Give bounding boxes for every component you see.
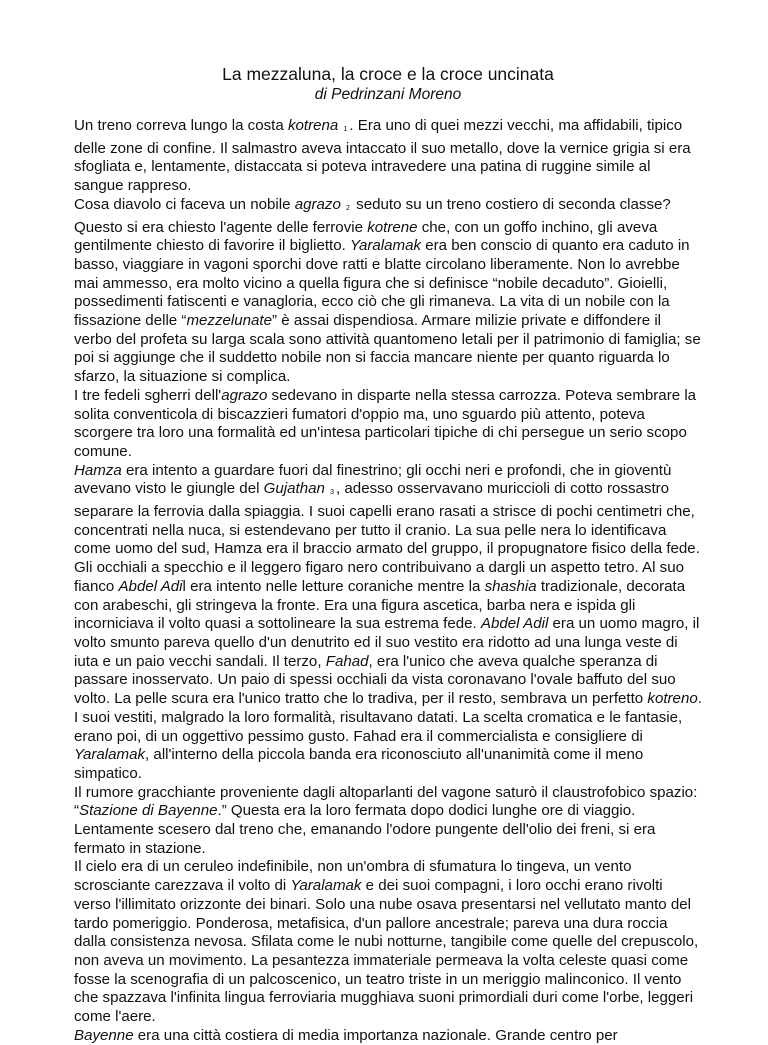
document-page [74, 64, 702, 1045]
text-run: , era l'unico che aveva qualche speranza di passare inosservato. Un paio di spessi occhiali da vista coronavano l'ovale baffuto del suo volto. La pelle scura era l'unico tratto che lo tradiva, per il resto, sembrava un perfetto [74, 652, 676, 708]
text-run: Il cielo era di un ceruleo indefinibile, non un'ombra di sfumatura lo tingeva, un vento scrosciante carezzava il volto di [74, 858, 632, 895]
text-run: e dei suoi compagni, i loro occhi erano rivolti verso l'illimitato orizzonte dei binari. Solo una nube osava presentarsi nel vellutato manto del tardo pomeriggio. Ponderosa, metafisica, d'un pallore ancestrale; pareva una dura roccia dalla consistenza nevosa. Sfilata come le nubi notturne, tangibile come quelle del crepuscolo, non aveva un movimento. La pesantezza immateriale permeava la volta celeste quasi come fosse la scenografia di un palcoscenico, un teatro triste in un meriggio malinconico. Il vento che spazzava l'infinita lingua ferroviaria mugghiava suoni primordiali duri come l'orbe, leggeri come l'aere. [74, 877, 699, 1026]
paragraph [74, 387, 702, 462]
italic-text: Bayenne [74, 1026, 134, 1044]
italic-text: Abdel Adil [480, 615, 549, 633]
paragraph [74, 462, 702, 784]
text-run: sedevano in disparte nella stessa carrozza. Poteva sembrare la solita conventicola di biscazzieri fumatori d'oppio ma, uno sguardo più attento, poteva scorgere tra loro una formalità ed un'intesa particolari tipiche di chi persegue un serio scopo comune. [74, 386, 697, 460]
paragraph [74, 117, 702, 196]
footnote-marker: 3 [330, 489, 335, 497]
paragraph [74, 1027, 702, 1045]
italic-text: kotrena [287, 117, 339, 134]
italic-text: Stazione di Bayenne [79, 802, 218, 820]
text-run: I tre fedeli sgherri dell' [74, 386, 222, 404]
italic-text: mezzelunate [186, 312, 273, 330]
italic-text: Yaralamak [74, 746, 146, 764]
italic-text: Yaralamak [290, 877, 362, 895]
text-run: era intento a guardare fuori dal finestrino; gli occhi neri e profondi, che in gioventù avevano visto le giungle del [74, 461, 672, 498]
italic-text: kotrene [367, 218, 418, 236]
text-run: tradizionale, decorata con arabeschi, gli stringeva la fronte. Era una figura ascetica, barba nera e ispida gli incorniciava il volto quasi a sottolineare la sua estrema fede. [74, 577, 686, 633]
text-run: , adesso osservavano muriccioli di cotto rossastro separare la ferrovia dalla spiaggia. I suoi capelli erano rasati a strisce di pochi centimetri che, concentrati nella nuca, si estendevano per tutto il cranio. La sua pelle nera lo identificava come uomo del sud, Hamza era il braccio armato del gruppo, il propugnatore fisico della fede. Gli occhiali a specchio e il leggero figaro nero contribuivano a dargli un aspetto tetro. Al suo fianco [74, 480, 700, 595]
text-run: , all'interno della piccola banda era riconosciuto all'unanimità come il meno simpatico. [74, 746, 644, 782]
document-title: La mezzaluna, la croce e la croce uncinata [222, 64, 554, 84]
text-run: Un treno correva lungo la costa [74, 117, 288, 134]
text-run: . I suoi vestiti, malgrado la loro formalità, risultavano datati. La scelta cromatica e le fantasie, erano poi, di un oggettivo pessimo gusto. Fahad era il commercialista e consigliere di [74, 690, 702, 745]
italic-text: Gujathan [263, 480, 325, 498]
text-run: .” Questa era la loro fermata dopo dodici lunghe ore di viaggio. Lentamente scesero dal treno che, emanando l'odore pungente dell'olio dei freni, si era fermato in stazione. [74, 802, 656, 857]
italic-text: Yaralamak [350, 237, 422, 255]
text-run: Il rumore gracchiante proveniente dagli altoparlanti del vagone saturò il claustrofobico spazio: “ [74, 783, 698, 820]
text-run: Cosa diavolo ci faceva un nobile [74, 195, 295, 213]
footnote-marker: 1 [343, 126, 348, 133]
footnote-marker: 2 [346, 204, 350, 212]
text-run [338, 117, 342, 134]
italic-text: agrazo [221, 386, 268, 404]
text-run: era ben conscio di quanto era caduto in basso, viaggiare in vagoni sporchi dove ratti e blatte circolano liberamente. Non lo avrebbe mai ammesso, era molto vicino a quella figura che si definisce “nobile decaduto”. Gioielli, possedimenti fatiscenti e vanagloria, ecco ciò che gli rimaneva. La vita di un nobile con la fissazione delle “ [74, 237, 690, 330]
paragraph [74, 196, 702, 387]
text-run: seduto su un treno costiero di seconda classe? Questo si era chiesto l'agente delle ferrovie [74, 195, 671, 236]
paragraph [74, 858, 702, 1026]
italic-text: shashia [484, 577, 537, 595]
author-line: di Pedrinzani Moreno [314, 86, 462, 103]
text-run: che, con un goffo inchino, gli aveva gentilmente chiesto di favorire il biglietto. [74, 218, 658, 255]
italic-text: agrazo [294, 195, 341, 213]
italic-text: Abdel Adi [118, 577, 183, 595]
italic-text: Fahad [325, 652, 369, 670]
text-run: l era intento nelle letture coraniche mentre la [182, 577, 485, 595]
paragraph [74, 784, 702, 859]
text-run: era una città costiera di media importanza nazionale. Grande centro per [133, 1026, 618, 1044]
text-run: era un uomo magro, il volto smunto pareva quello d'un denutrito ed il suo vestito era ridotto ad una lunga veste di iuta e un paio vecchi sandali. Il terzo, [74, 615, 700, 670]
italic-text: kotreno [647, 690, 698, 708]
story-body [74, 117, 702, 1045]
italic-text: Hamza [74, 461, 122, 479]
text-run: . Era uno di quei mezzi vecchi, ma affidabili, tipico delle zone di confine. Il salmastro aveva intaccato il suo metallo, dove la vernice grigia si era sfogliata e, lentamente, distaccata si poteva intravedere una patina di ruggine simile al sangue rappreso. [74, 117, 691, 195]
text-run: ” è assai dispendiosa. Armare milizie private e diffondere il verbo del profeta su larga scala sono attività quantomeno letali per il patrimonio di famiglia; se poi si aggiunge che il suddetto nobile non si faccia mancare niente per quanto riguarda lo sfarzo, la situazione si complica. [74, 312, 701, 386]
